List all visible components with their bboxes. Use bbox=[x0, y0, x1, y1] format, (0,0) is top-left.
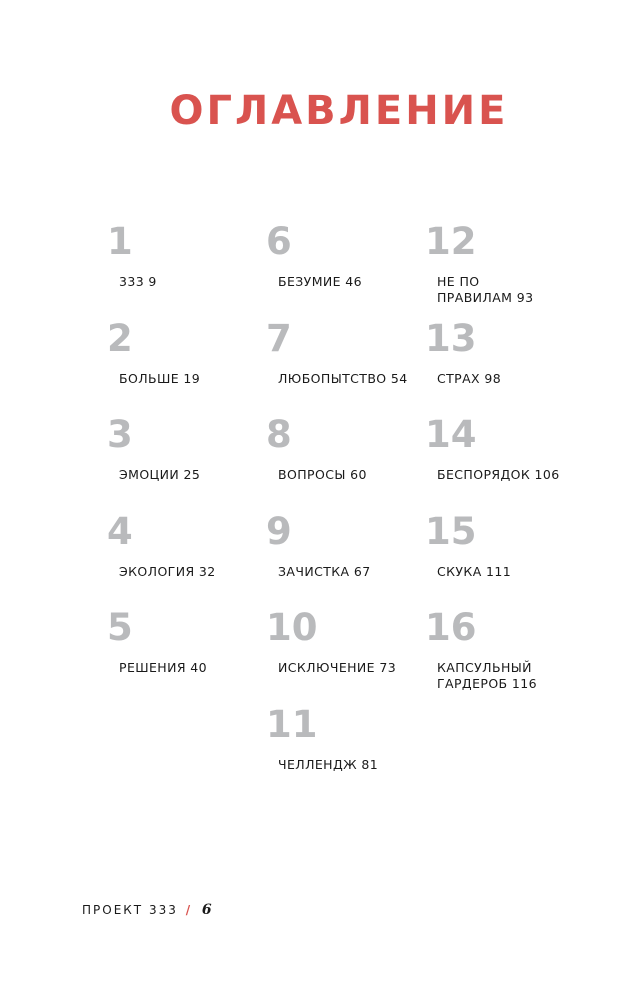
toc-entry[interactable] bbox=[107, 222, 267, 319]
toc-entry[interactable] bbox=[107, 608, 267, 705]
chapter-number: 13 bbox=[425, 316, 477, 360]
chapter-number: 10 bbox=[266, 606, 318, 649]
chapter-title: КАПСУЛЬНЫЙ ГАРДЕРОБ 116 bbox=[437, 660, 537, 691]
toc-column-3 bbox=[425, 222, 585, 705]
toc-entry[interactable] bbox=[425, 415, 585, 512]
toc-entry[interactable] bbox=[266, 608, 426, 705]
chapter-number: 3 bbox=[107, 413, 133, 456]
chapter-number: 16 bbox=[425, 606, 477, 649]
toc-column-1 bbox=[107, 222, 267, 705]
chapter-title: БЕСПОРЯДОК 106 bbox=[437, 467, 560, 482]
page-number: 6 bbox=[201, 902, 212, 918]
chapter-number: 2 bbox=[107, 316, 133, 360]
chapter-title: ЭКОЛОГИЯ 32 bbox=[119, 563, 216, 579]
chapter-title: ЛЮБОПЫТСТВО 54 bbox=[278, 370, 408, 386]
toc-entry[interactable] bbox=[107, 316, 267, 416]
toc-entry[interactable] bbox=[107, 509, 267, 609]
chapter-number: 14 bbox=[425, 413, 477, 456]
chapter-title: 333 9 bbox=[119, 274, 157, 289]
toc-entry[interactable] bbox=[425, 222, 585, 319]
chapter-title: ИСКЛЮЧЕНИЕ 73 bbox=[278, 660, 397, 675]
page-title: ОГЛАВЛЕНИЕ bbox=[169, 88, 509, 134]
chapter-number: 8 bbox=[266, 413, 292, 456]
toc-entry[interactable] bbox=[266, 415, 426, 512]
toc-entry[interactable] bbox=[266, 222, 426, 319]
chapter-title: НЕ ПО ПРАВИЛАМ 93 bbox=[437, 274, 534, 305]
chapter-title: СКУКА 111 bbox=[437, 563, 512, 579]
chapter-number: 15 bbox=[425, 509, 477, 553]
chapter-title: ВОПРОСЫ 60 bbox=[278, 467, 367, 482]
chapter-number: 11 bbox=[266, 702, 318, 746]
chapter-title: БОЛЬШЕ 19 bbox=[119, 370, 201, 386]
chapter-title: БЕЗУМИЕ 46 bbox=[278, 274, 363, 289]
chapter-number: 4 bbox=[107, 509, 133, 553]
toc-entry[interactable] bbox=[425, 509, 585, 609]
toc-entry[interactable] bbox=[107, 415, 267, 512]
chapter-number: 1 bbox=[107, 220, 133, 263]
footer-separator: / bbox=[185, 903, 193, 917]
toc-entry[interactable] bbox=[266, 702, 426, 802]
book-title: ПРОЕКТ bbox=[82, 903, 144, 917]
toc-entry[interactable] bbox=[425, 608, 585, 705]
chapter-number: 5 bbox=[107, 606, 133, 649]
chapter-title: РЕШЕНИЯ 40 bbox=[119, 660, 208, 675]
chapter-title: СТРАХ 98 bbox=[437, 370, 502, 386]
toc-entry[interactable] bbox=[266, 509, 426, 609]
chapter-number: 7 bbox=[266, 316, 292, 360]
chapter-title: ЗАЧИСТКА 67 bbox=[278, 563, 371, 579]
chapter-title: ЧЕЛЛЕНДЖ 81 bbox=[278, 756, 379, 772]
toc-entry[interactable] bbox=[266, 316, 426, 416]
chapter-number: 9 bbox=[266, 509, 292, 553]
toc-entry[interactable] bbox=[425, 316, 585, 416]
toc-column-2 bbox=[266, 222, 426, 801]
page-footer bbox=[82, 902, 212, 918]
chapter-number: 12 bbox=[425, 220, 477, 263]
book-number: 333 bbox=[148, 903, 178, 917]
chapter-title: ЭМОЦИИ 25 bbox=[119, 467, 201, 482]
chapter-number: 6 bbox=[266, 220, 292, 263]
